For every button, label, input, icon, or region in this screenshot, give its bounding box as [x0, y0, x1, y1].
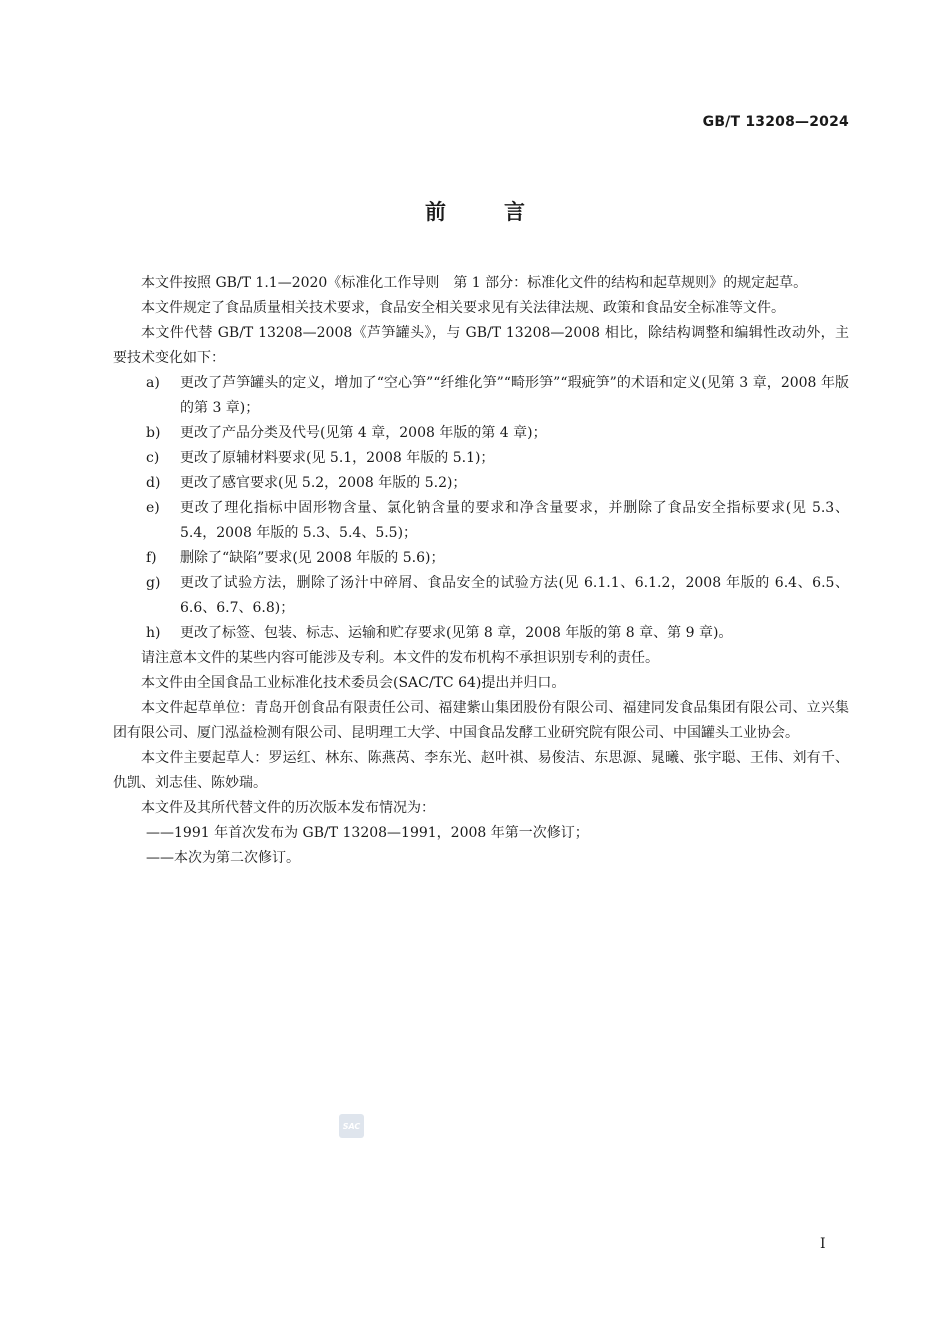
history-item: ——1991 年首次发布为 GB/T 13208—1991，2008 年第一次修订； — [146, 825, 589, 841]
paragraph: 本文件起草单位：青岛开创食品有限责任公司、福建紫山集团股份有限公司、福建同发食品集团有限公司、立兴集团有限公司、厦门泓益检测有限公司、昆明理工大学、中国食品发酵工业研究院有限公司、中国罐头工业协会。 — [113, 700, 849, 741]
paragraph: 请注意本文件的某些内容可能涉及专利。本文件的发布机构不承担识别专利的责任。 — [141, 650, 659, 666]
list-marker: d) — [146, 475, 161, 491]
document-body — [113, 271, 849, 871]
paragraph: 本文件代替 GB/T 13208—2008《芦笋罐头》，与 GB/T 13208—2008 相比，除结构调整和编辑性改动外，主要技术变化如下： — [113, 325, 849, 366]
list-item — [113, 421, 849, 446]
list-marker: a) — [146, 375, 160, 391]
list-item — [113, 621, 849, 646]
list-item-text: 更改了试验方法，删除了汤汁中碎屑、食品安全的试验方法(见 6.1.1、6.1.2，2008 年版的 6.4、6.5、6.6、6.7、6.8)； — [180, 575, 849, 616]
list-item — [113, 571, 849, 621]
list-marker: e) — [146, 500, 160, 516]
list-item-text: 更改了芦笋罐头的定义，增加了“空心笋”“纤维化笋”“畸形笋”“瑕疵笋”的术语和定义(见第 3 章，2008 年版的第 3 章)； — [180, 375, 849, 416]
paragraph: 本文件按照 GB/T 1.1—2020《标准化工作导则 第 1 部分：标准化文件的结构和起草规则》的规定起草。 — [141, 275, 808, 291]
list-item — [113, 446, 849, 471]
list-item — [113, 371, 849, 421]
list-item — [113, 471, 849, 496]
list-item-text: 更改了标签、包装、标志、运输和贮存要求(见第 8 章，2008 年版的第 8 章、第 9 章)。 — [180, 625, 733, 641]
list-item — [113, 496, 849, 546]
list-item-text: 更改了产品分类及代号(见第 4 章，2008 年版的第 4 章)； — [180, 425, 547, 441]
paragraph: 本文件主要起草人：罗运红、林东、陈燕莴、李东光、赵叶祺、易俊洁、东思源、晁曦、张宇聪、王伟、刘有千、仇凯、刘志佳、陈妙瑞。 — [113, 750, 849, 791]
paragraph: 本文件及其所代替文件的历次版本发布情况为： — [141, 800, 435, 816]
list-marker: f) — [146, 550, 157, 566]
history-item: ——本次为第二次修订。 — [146, 850, 300, 866]
sac-watermark-logo: SAC — [339, 1114, 364, 1138]
list-marker: g) — [146, 575, 161, 591]
list-marker: b) — [146, 425, 161, 441]
paragraph: 本文件规定了食品质量相关技术要求，食品安全相关要求见有关法律法规、政策和食品安全标准等文件。 — [141, 300, 785, 316]
list-item-text: 更改了理化指标中固形物含量、氯化钠含量的要求和净含量要求，并删除了食品安全指标要求(见 5.3、5.4，2008 年版的 5.3、5.4、5.5)； — [180, 500, 849, 541]
list-item-text: 更改了感官要求(见 5.2，2008 年版的 5.2)； — [180, 475, 467, 491]
list-marker: c) — [146, 450, 160, 466]
list-item-text: 更改了原辅材料要求(见 5.1，2008 年版的 5.1)； — [180, 450, 495, 466]
page-number: I — [820, 1236, 826, 1252]
standard-code: GB/T 13208—2024 — [702, 114, 849, 130]
paragraph: 本文件由全国食品工业标准化技术委员会(SAC/TC 64)提出并归口。 — [141, 675, 566, 691]
list-item-text: 删除了“缺陷”要求(见 2008 年版的 5.6)； — [180, 550, 445, 566]
list-item — [113, 546, 849, 571]
page-title: 前言 — [425, 200, 583, 224]
list-marker: h) — [146, 625, 161, 641]
